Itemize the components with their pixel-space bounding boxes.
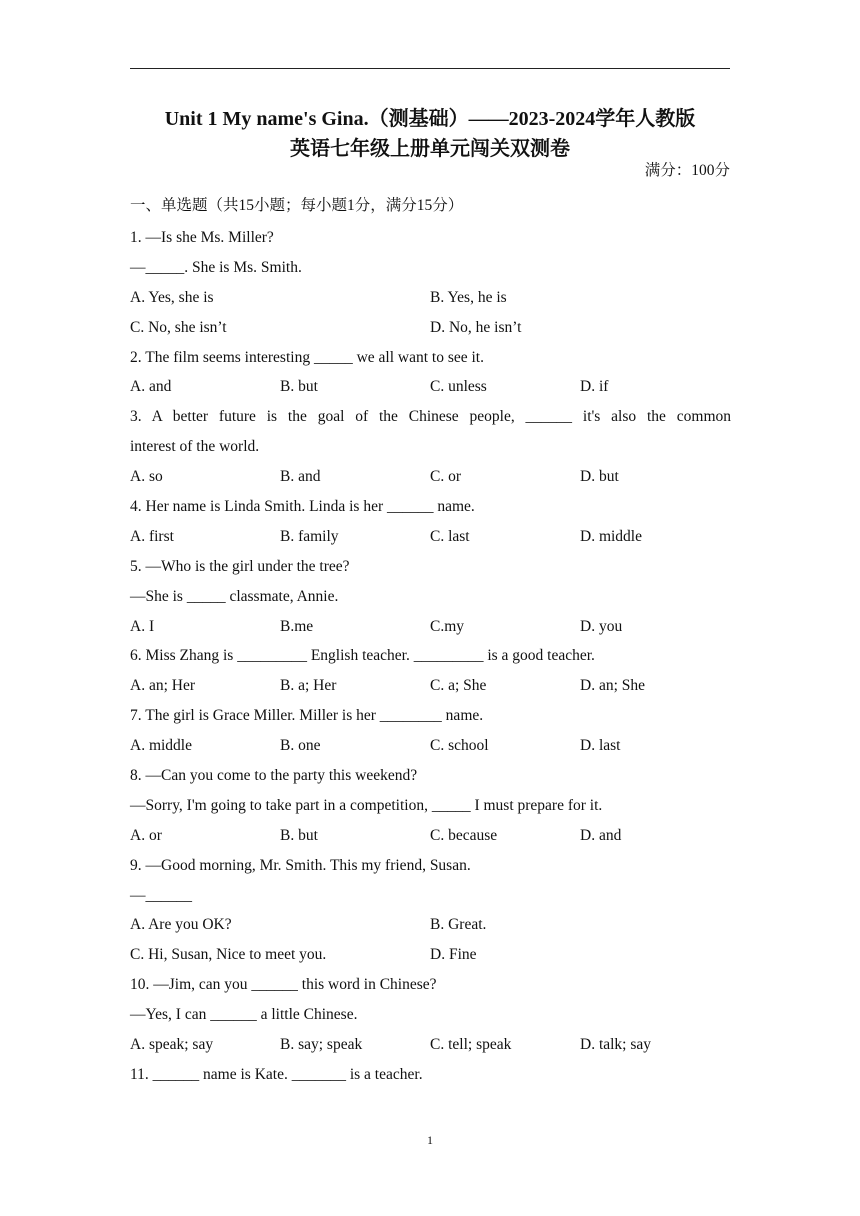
- option-d: D. middle: [580, 527, 642, 545]
- option-c: C. tell; speak: [430, 1036, 512, 1054]
- question-10-options: [130, 1030, 731, 1060]
- option-d: D. and: [580, 826, 622, 844]
- title-line-1: Unit 1 My name's Gina.（测基础）——2023-2024学年人教版: [164, 108, 696, 130]
- question-2-stem: 2. The film seems interesting _____ we all want to see it.: [130, 348, 484, 366]
- question-10-reply: —Yes, I can ______ a little Chinese.: [130, 1006, 358, 1024]
- question-11-stem: 11. ______ name is Kate. _______ is a teacher.: [130, 1065, 423, 1083]
- header-rule: [130, 68, 730, 69]
- option-a: A. I: [130, 617, 155, 635]
- option-d: D. but: [580, 468, 619, 486]
- option-d: D. talk; say: [580, 1036, 652, 1054]
- option-d: D. an; She: [580, 677, 646, 695]
- question-4-stem: 4. Her name is Linda Smith. Linda is her ______ name.: [130, 498, 475, 516]
- question-8-stem: 8. —Can you come to the party this weekend?: [130, 767, 418, 785]
- option-b: B. but: [280, 826, 318, 844]
- question-5-options: [130, 612, 731, 642]
- option-d: D. if: [580, 378, 609, 396]
- option-b: B. Yes, he is: [430, 288, 507, 306]
- option-d: D. Fine: [430, 946, 477, 964]
- question-6-options: [130, 671, 731, 701]
- option-c: C. a; She: [430, 677, 487, 695]
- question-1-stem: 1. —Is she Ms. Miller?: [130, 229, 274, 246]
- question-7-options: [130, 731, 731, 761]
- page-number: 1: [427, 1133, 433, 1147]
- option-a: A. speak; say: [130, 1036, 214, 1054]
- option-b: B. Great.: [430, 916, 487, 934]
- section-heading: 一、单选题（共15小题；每小题1分，满分15分）: [130, 197, 464, 214]
- option-c: C. unless: [430, 378, 487, 396]
- question-2-options: [130, 372, 731, 402]
- question-1-options-row-1: [130, 283, 731, 313]
- option-c: C. last: [430, 527, 470, 545]
- question-3-options: [130, 462, 731, 492]
- question-9-stem: 9. —Good morning, Mr. Smith. This my friend, Susan.: [130, 856, 471, 874]
- option-d: D. last: [580, 737, 621, 755]
- total-score: 满分：100分: [644, 162, 730, 179]
- question-5-stem: 5. —Who is the girl under the tree?: [130, 557, 350, 575]
- question-8-options: [130, 821, 731, 851]
- option-a: A. so: [130, 468, 163, 486]
- option-a: A. an; Her: [130, 677, 195, 695]
- option-a: A. middle: [130, 737, 192, 755]
- title-line-2: 英语七年级上册单元闯关双测卷: [290, 138, 570, 160]
- option-c: C. school: [430, 737, 489, 755]
- question-9-reply: —______: [130, 886, 192, 904]
- question-9-options-row-1: [130, 910, 731, 940]
- option-b: B. a; Her: [280, 677, 337, 695]
- question-8-reply: —Sorry, I'm going to take part in a competition, _____ I must prepare for it.: [130, 796, 603, 814]
- option-d: D. No, he isn’t: [430, 318, 522, 336]
- option-c: C. or: [430, 468, 461, 486]
- exam-title: [130, 104, 730, 164]
- option-c: C. because: [430, 826, 498, 844]
- question-10-stem: 10. —Jim, can you ______ this word in Chinese?: [130, 976, 437, 994]
- option-d: D. you: [580, 617, 623, 635]
- question-3-stem-cont: interest of the world.: [130, 438, 260, 456]
- option-a: A. first: [130, 527, 174, 545]
- question-6-stem: 6. Miss Zhang is _________ English teacher. _________ is a good teacher.: [130, 647, 595, 665]
- question-5-reply: —She is _____ classmate, Annie.: [130, 587, 339, 605]
- question-1-reply: —_____. She is Ms. Smith.: [130, 258, 302, 276]
- question-1-options-row-2: [130, 313, 731, 343]
- question-3-stem: 3. A better future is the goal of the Chinese people, ______ it's also the common: [130, 408, 731, 426]
- option-b: B. and: [280, 468, 321, 486]
- option-b: B. but: [280, 378, 318, 396]
- option-c: C.my: [430, 617, 465, 635]
- option-c: C. Hi, Susan, Nice to meet you.: [130, 946, 327, 964]
- option-b: B. say; speak: [280, 1036, 363, 1054]
- option-c: C. No, she isn’t: [130, 318, 227, 336]
- question-4-options: [130, 522, 731, 552]
- question-9-options-row-2: [130, 940, 731, 970]
- option-a: A. or: [130, 826, 162, 844]
- option-b: B. family: [280, 527, 339, 545]
- question-content: [130, 194, 731, 1090]
- option-b: B.me: [280, 617, 314, 635]
- question-7-stem: 7. The girl is Grace Miller. Miller is her ________ name.: [130, 707, 484, 725]
- option-a: A. Are you OK?: [130, 916, 232, 934]
- option-b: B. one: [280, 737, 321, 755]
- option-a: A. and: [130, 378, 172, 396]
- option-a: A. Yes, she is: [130, 288, 214, 306]
